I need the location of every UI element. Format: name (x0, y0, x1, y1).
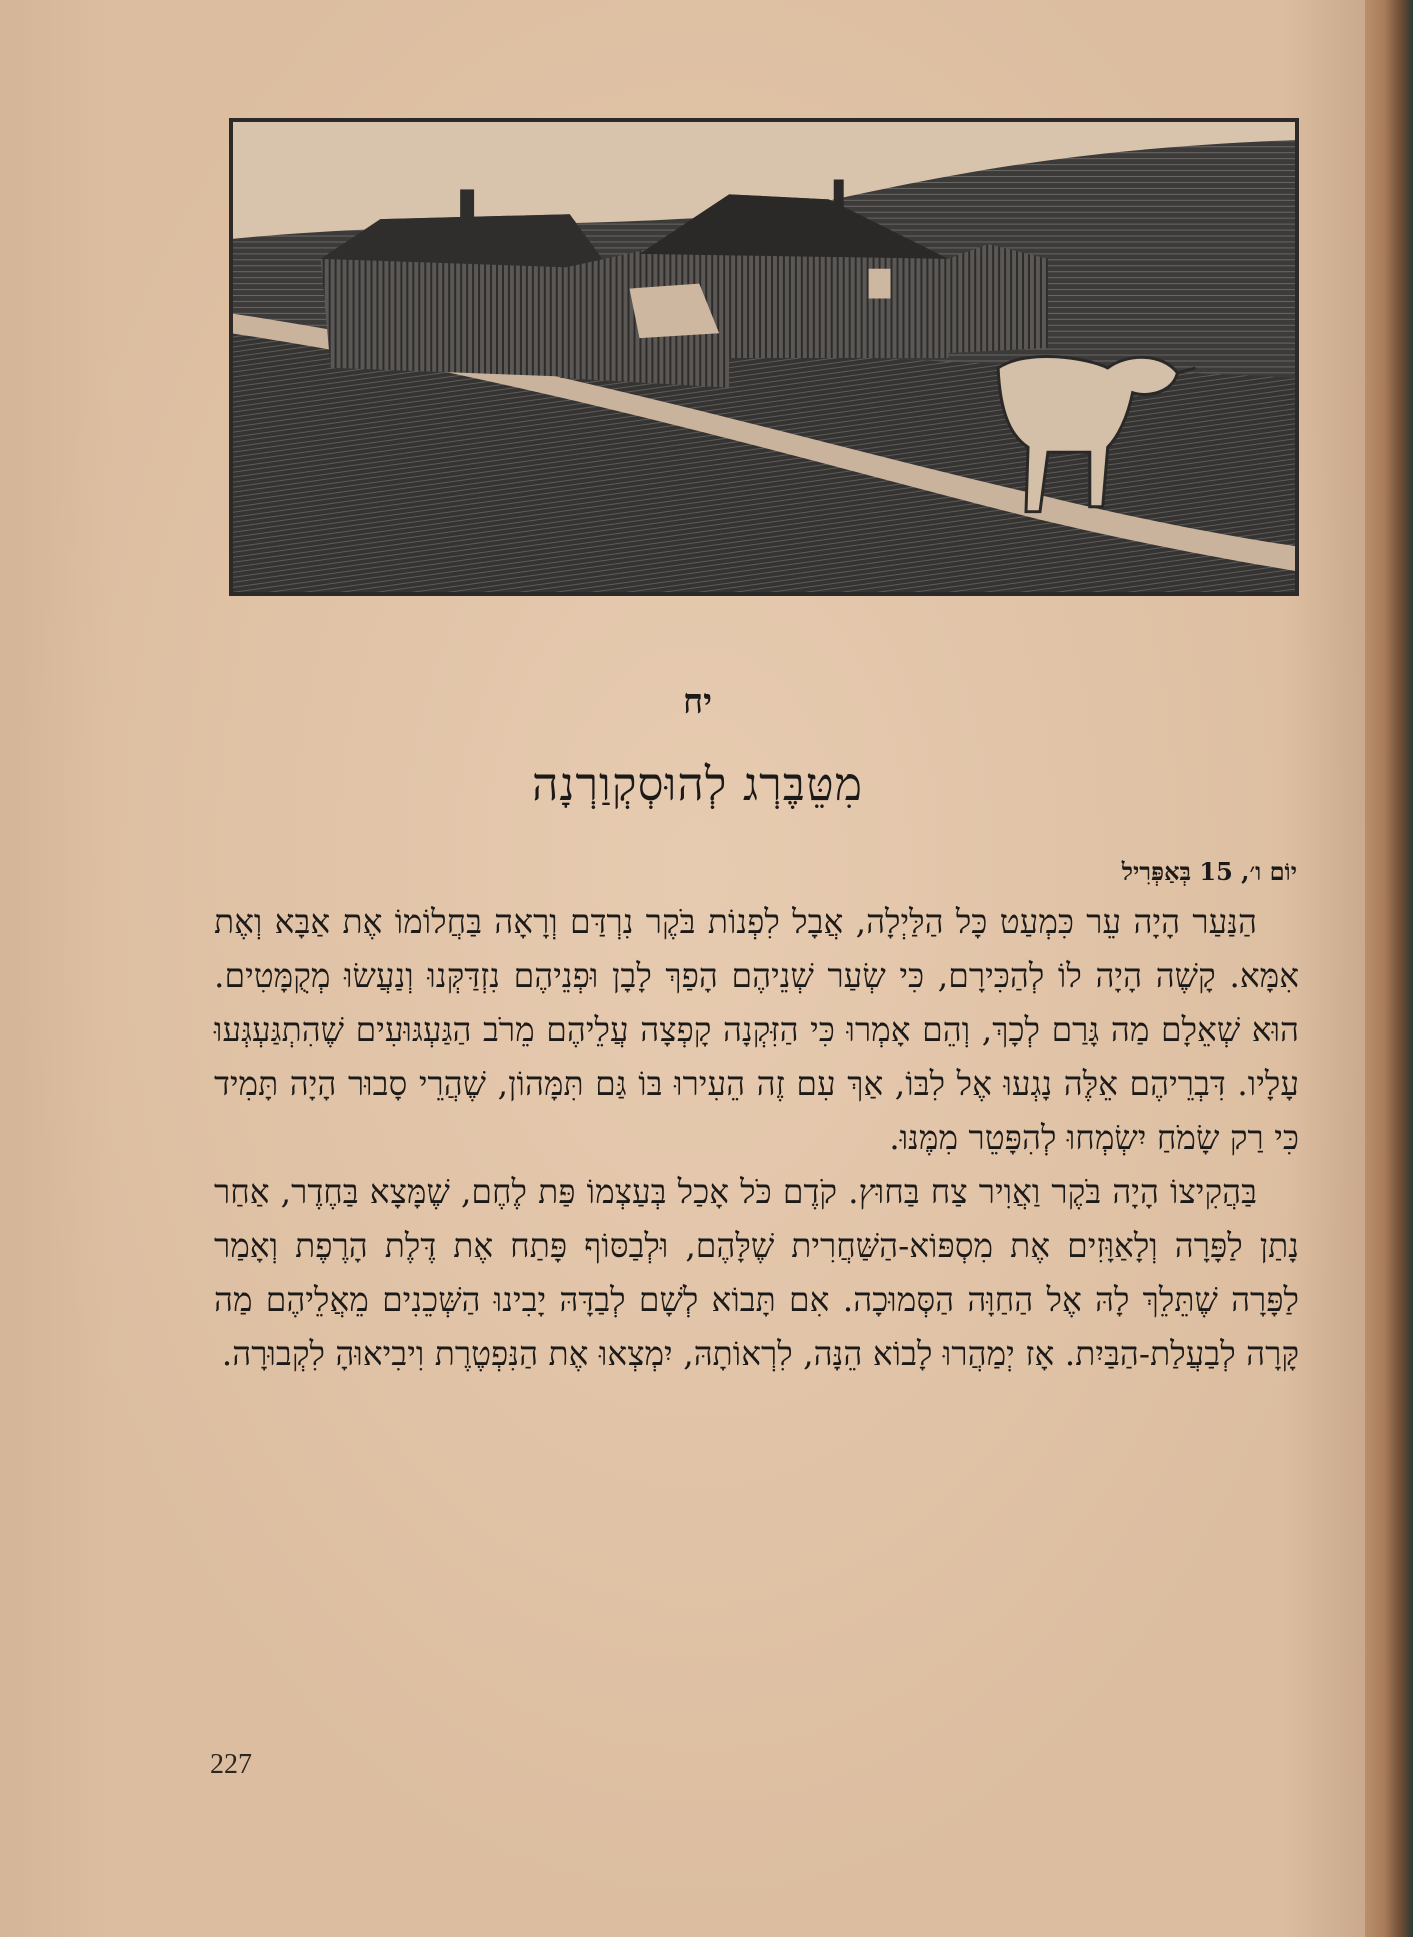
chapter-title: מִטֵּבֶּרְג לְהוּסְקְוַרְנָה (532, 757, 863, 811)
woodcut-image (231, 120, 1297, 594)
date-line: יוֹם ו׳, 15 בְּאַפְּרִיל (1121, 857, 1297, 886)
village-illustration (229, 118, 1299, 596)
paragraph: הַנַּעַר הָיָה עֵר כִּמְעַט כָּל הַלַּיְלָה, אֲבָל לִפְנוֹת בֹּקֶר נִרְדַּם וְרָאָה בַּחֲלוֹמוֹ אֶת אַבָּא וְאֶת אִמָּא. קָשֶׁה הָיָה לוֹ לְהַכִּירָם, כִּי שְׂעַר שְׁנֵיהֶם הָפַךְ לָבָן וּפְנֵיהֶם נִזְדַּקְּנוּ וְנַעֲשׂוּ מְקֻמָּטִים. הוּא שְׁאֵלָם מַה גָּרַם לְכָךְ, וְהֵם אָמְרוּ כִּי הַזִּקְנָה קָפְצָה עֲלֵיהֶם מֵרֹב הַגַּעְגּוּעִים שֶׁהִתְגַּעְגְּעוּ עָלָיו. דִּבְרֵיהֶם אֵלֶּה נָגְעוּ אֶל לִבּוֹ, אַךְ עִם זֶה הֵעִירוּ בּוֹ גַּם תִּמָּהוֹן, שֶׁהֲרֵי סָבוּר הָיָה תָּמִיד כִּי רַק שָׂמֹחַ יִשְׂמְחוּ לְהִפָּטֵר מִמֶּנּוּ. (214, 902, 1299, 1157)
body-text (214, 895, 1299, 1381)
chapter-number: יח (682, 682, 713, 722)
book-spine-edge (1365, 0, 1413, 1937)
page-number: 227 (210, 1749, 252, 1780)
paragraph: בַּהֲקִיצוֹ הָיָה בֹּקֶר וַאֲוִיר צַח בַּחוּץ. קֹדֶם כֹּל אָכַל בְּעַצְמוֹ פַּת לֶחֶם, שֶׁמָּצָא בַּחֶדֶר, אַחַר נָתַן לַפָּרָה וְלָאַוָּזִים אֶת מִסְפּוֹא-הַשַּׁחֲרִית שֶׁלָּהֶם, וּלְבַסּוֹף פָּתַח אֶת דֶּלֶת הָרֶפֶת וְאָמַר לַפָּרָה שֶׁתֵּלֵךְ לָהּ אֶל הַחַוָּה הַסְּמוּכָה. אִם תָּבוֹא לְשָׁם לְבַדָּהּ יָבִינוּ הַשְּׁכֵנִים מֵאֲלֵיהֶם מַה קָּרָה לְבַעֲלַת-הַבַּיִת. אָז יְמַהֲרוּ לָבוֹא הֵנָּה, לִרְאוֹתָהּ, יִמְצְאוּ אֶת הַנִּפְטֶרֶת וִיבִיאוּהָ לִקְבוּרָה. (214, 1172, 1299, 1373)
